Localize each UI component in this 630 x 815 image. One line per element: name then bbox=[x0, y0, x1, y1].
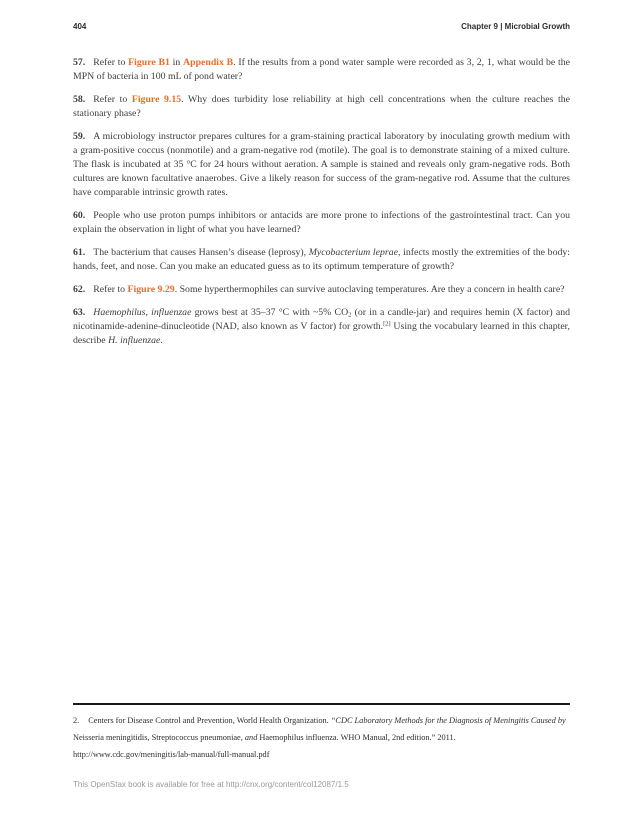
question-number: 62. bbox=[73, 284, 86, 295]
question-text: People who use proton pumps inhibitors or antacids are more prone to infections of the gastrointestinal tract. Can you explain the observation in light of what you have learned? bbox=[73, 210, 570, 235]
footnote-divider bbox=[73, 703, 570, 705]
question-60 bbox=[73, 209, 570, 237]
figure-link-figure-9-15[interactable]: Figure 9.15 bbox=[131, 94, 182, 105]
question-63 bbox=[73, 306, 570, 348]
question-number: 57. bbox=[73, 57, 86, 68]
question-number: 61. bbox=[73, 247, 86, 258]
question-61 bbox=[73, 246, 570, 274]
question-text: Refer to bbox=[93, 284, 128, 295]
question-text: Using the vocabulary learned in this chapter, describe bbox=[73, 321, 570, 346]
question-text: (or in a candle-jar) and requires hemin (X factor) and nicotinamide-adenine-dinucleotide (NAD, also known as V factor) for growth. bbox=[73, 307, 570, 332]
question-italic-text: H. influenzae bbox=[108, 335, 161, 346]
question-text: grows best at 35–37 °C with ~5% CO bbox=[191, 307, 349, 318]
page-header bbox=[73, 22, 570, 31]
questions-section bbox=[73, 56, 570, 357]
subscript-text: 2 bbox=[348, 311, 352, 319]
question-text: Refer to bbox=[93, 57, 129, 68]
question-number: 58. bbox=[73, 94, 86, 105]
question-62 bbox=[73, 283, 570, 297]
question-57 bbox=[73, 56, 570, 84]
question-number: 59. bbox=[73, 131, 86, 142]
question-text: in bbox=[169, 57, 184, 68]
figure-link-figure-9-29[interactable]: Figure 9.29 bbox=[127, 284, 175, 295]
question-number: 60. bbox=[73, 210, 86, 221]
question-text: , infects mostly the extremities of the body: hands, feet, and nose. Can you make an educated guess as to its optimum temperature of growth? bbox=[73, 247, 570, 272]
footer-license-text: This OpenStax book is available for free at http://cnx.org/content/col12087/1.5 bbox=[73, 780, 349, 789]
question-text: Refer to bbox=[93, 94, 132, 105]
page-number: 404 bbox=[73, 22, 87, 31]
chapter-title: Chapter 9 | Microbial Growth bbox=[461, 22, 570, 31]
question-text: . Some hyperthermophiles can survive autoclaving temperatures. Are they a concern in health care? bbox=[174, 284, 565, 295]
footnote-text: Centers for Disease Control and Prevention, World Health Organization. bbox=[88, 716, 331, 725]
question-text: . bbox=[160, 335, 163, 346]
footnote-section bbox=[73, 703, 570, 763]
question-italic-text: Haemophilus, influenzae bbox=[93, 307, 192, 318]
page-footer bbox=[73, 780, 349, 789]
footnote-ref-marker[interactable]: [2] bbox=[383, 320, 391, 328]
footnote-italic-text: and bbox=[244, 733, 258, 742]
question-number: 63. bbox=[73, 307, 86, 318]
figure-link-appendix-b[interactable]: Appendix B bbox=[183, 57, 234, 68]
question-italic-text: Mycobacterium leprae bbox=[308, 247, 398, 258]
question-text: A microbiology instructor prepares cultures for a gram-staining practical laboratory by inoculating growth medium with a gram-positive coccus (nonmotile) and a gram-negative rod (motile). The goal is to demonstrate staining of a mixed culture. The flask is incubated at 35 °C for 24 hours without aeration. A sample is stained and reveals only gram-negative rods. Both cultures are known facultative anaerobes. Give a likely reason for success of the gram-negative rod. Assume that the cultures have comparable intrinsic growth rates. bbox=[73, 131, 570, 198]
question-text: The bacterium that causes Hansen’s disease (leprosy), bbox=[93, 247, 309, 258]
footnote-text: Haemophilus influenza. WHO Manual, 2nd edition.” 2011. http://www.cdc.gov/meningitis/lab-manual/full-manual.pdf bbox=[73, 733, 456, 759]
question-58 bbox=[73, 93, 570, 121]
question-text: . If the results from a pond water sample were recorded as 3, 2, 1, what would be the MPN of bacteria in 100 mL of pond water? bbox=[73, 57, 570, 82]
question-59 bbox=[73, 130, 570, 200]
footnote-number: 2. bbox=[73, 716, 80, 725]
footnote-text bbox=[73, 712, 570, 763]
figure-link-figure-b1[interactable]: Figure B1 bbox=[128, 57, 170, 68]
question-text: . Why does turbidity lose reliability at high cell concentrations when the culture reaches the stationary phase? bbox=[73, 94, 570, 119]
footnote-text: Neisseria meningitidis, Streptococcus pneumoniae, bbox=[73, 733, 245, 742]
footnote-italic-text: “CDC Laboratory Methods for the Diagnosis of Meningitis Caused by bbox=[330, 716, 566, 725]
